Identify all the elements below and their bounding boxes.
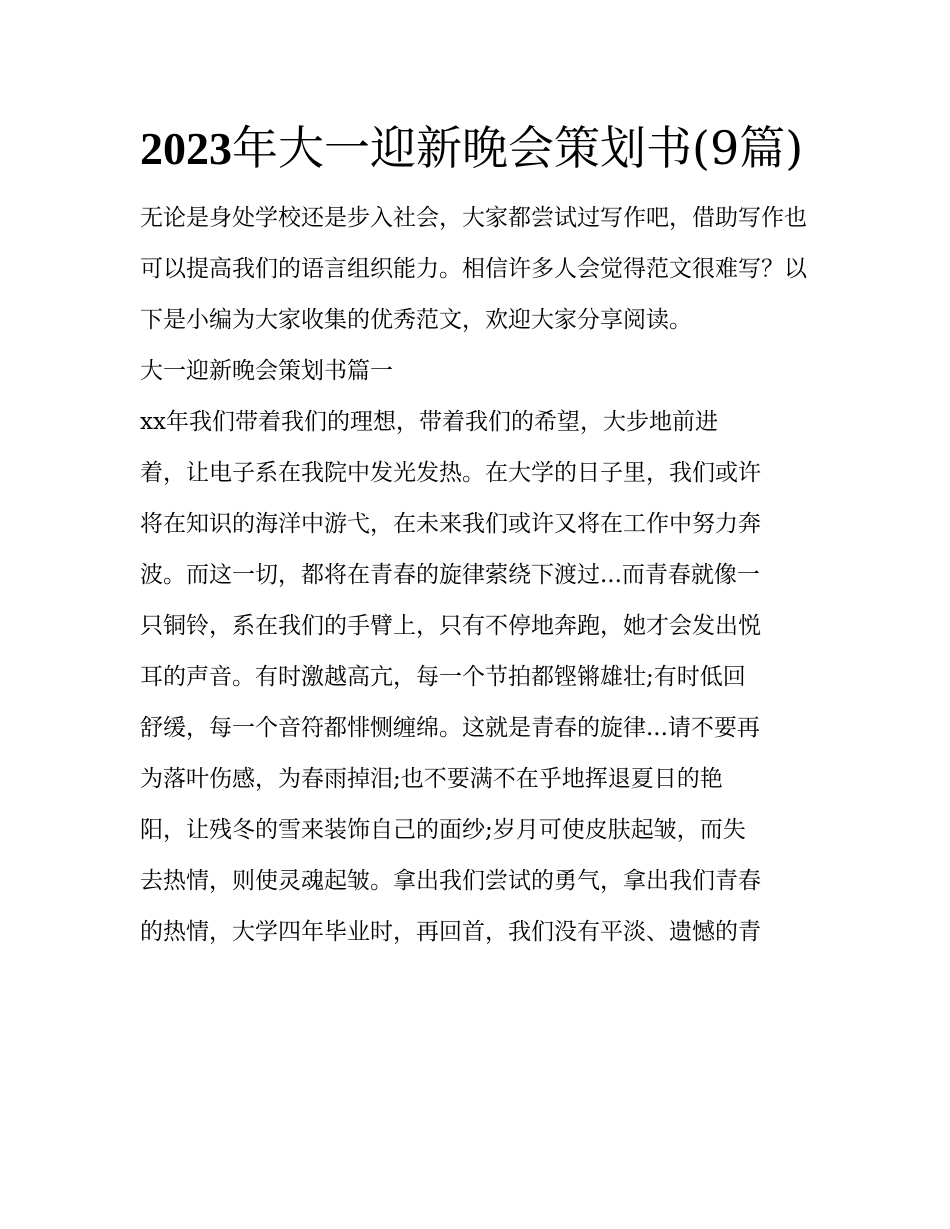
body-line: 只铜铃，系在我们的手臂上，只有不停地奔跑，她才会发出悦 — [140, 613, 761, 639]
body-line: 去热情，则使灵魂起皱。拿出我们尝试的勇气，拿出我们青春 — [140, 868, 761, 894]
body-line: 的热情，大学四年毕业时，再回首，我们没有平淡、遗憾的青 — [140, 919, 761, 945]
section-heading: 大一迎新晚会策划书篇一 — [140, 358, 393, 384]
document-title — [140, 112, 812, 185]
body-line: 为落叶伤感，为春雨掉泪;也不要满不在乎地挥退夏日的艳 — [140, 766, 723, 792]
title-year: 2023 — [140, 123, 232, 174]
body-line: 耳的声音。有时激越高亢，每一个节拍都铿锵雄壮;有时低回 — [140, 664, 746, 690]
body-line: 阳，让残冬的雪来装饰自己的面纱;岁月可使皮肤起皱，而失 — [140, 817, 746, 843]
body-line: xx年我们带着我们的理想，带着我们的希望，大步地前进 — [140, 409, 718, 435]
body-paragraph — [140, 397, 812, 958]
body-line: 舒缓，每一个音符都悱恻缠绵。这就是青春的旋律...请不要再 — [140, 715, 760, 741]
body-line: 波。而这一切，都将在青春的旋律萦绕下渡过...而青春就像一 — [140, 562, 760, 588]
body-line: 将在知识的海洋中游弋，在未来我们或许又将在工作中努力奔 — [140, 511, 761, 537]
body-line: 着，让电子系在我院中发光发热。在大学的日子里，我们或许 — [140, 460, 761, 486]
document-page — [140, 112, 812, 958]
title-text: 年大一迎新晚会策划书(9篇) — [232, 121, 804, 175]
intro-paragraph: 无论是身处学校还是步入社会，大家都尝试过写作吧，借助写作也可以提高我们的语言组织能力。相信许多人会觉得范文很难写？以下是小编为大家收集的优秀范文，欢迎大家分享阅读。 — [140, 205, 807, 333]
